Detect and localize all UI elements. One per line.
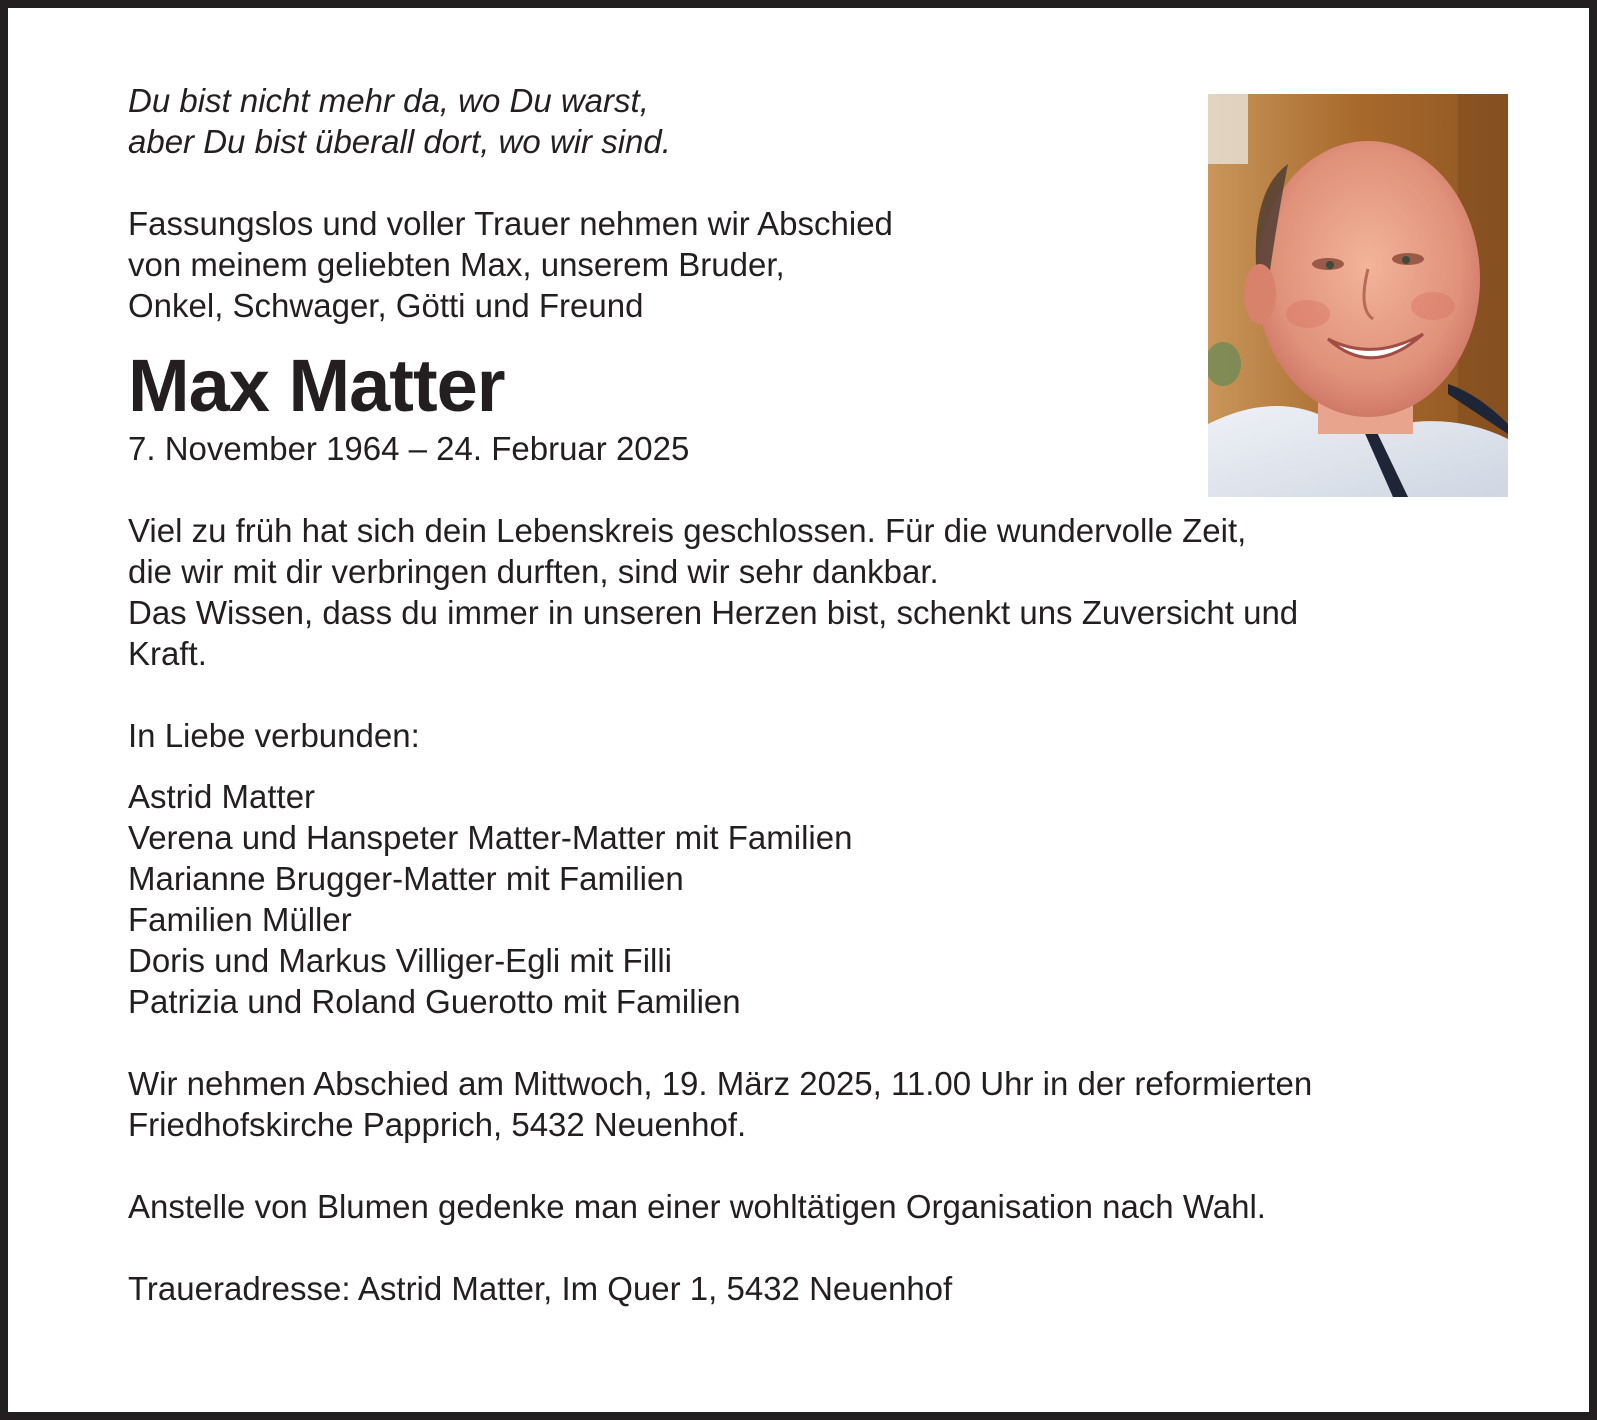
service-line: Wir nehmen Abschied am Mittwoch, 19. März 2025, 11.00 Uhr in der reformierten [128,1065,1313,1102]
mourner-item: Astrid Matter [128,778,316,815]
message-line: Kraft. [128,635,207,672]
intro-line: Onkel, Schwager, Götti und Freund [128,287,644,324]
mourning-address: Traueradresse: Astrid Matter, Im Quer 1, 5432 Neuenhof [128,1270,953,1307]
mourner-item: Doris und Markus Villiger-Egli mit Filli [128,942,673,979]
mourner-item: Verena und Hanspeter Matter-Matter mit Familien [128,819,853,856]
flowers-note: Anstelle von Blumen gedenke man einer wohltätigen Organisation nach Wahl. [128,1188,1266,1225]
mourner-item: Marianne Brugger-Matter mit Familien [128,860,684,897]
service-line: Friedhofskirche Papprich, 5432 Neuenhof. [128,1106,747,1143]
life-dates: 7. November 1964 – 24. Februar 2025 [128,430,690,467]
message-line: Das Wissen, dass du immer in unseren Herzen bist, schenkt uns Zuversicht und [128,594,1299,631]
portrait-photo [1208,94,1508,497]
mourners-list [128,776,1488,1022]
mourner-item: Familien Müller [128,901,352,938]
tribute-message [128,510,1468,674]
intro-line: von meinem geliebten Max, unserem Bruder, [128,246,785,283]
intro-line: Fassungslos und voller Trauer nehmen wir Abschied [128,205,893,242]
verse-line: aber Du bist überall dort, wo wir sind. [128,123,671,160]
verse-line: Du bist nicht mehr da, wo Du warst, [128,82,649,119]
greeting-line: In Liebe verbunden: [128,717,420,754]
message-line: Viel zu früh hat sich dein Lebenskreis geschlossen. Für die wundervolle Zeit, [128,512,1247,549]
mourner-item: Patrizia und Roland Guerotto mit Familien [128,983,741,1020]
deceased-name: Max Matter [128,344,505,427]
message-line: die wir mit dir verbringen durften, sind wir sehr dankbar. [128,553,939,590]
service-info [128,1063,1488,1145]
